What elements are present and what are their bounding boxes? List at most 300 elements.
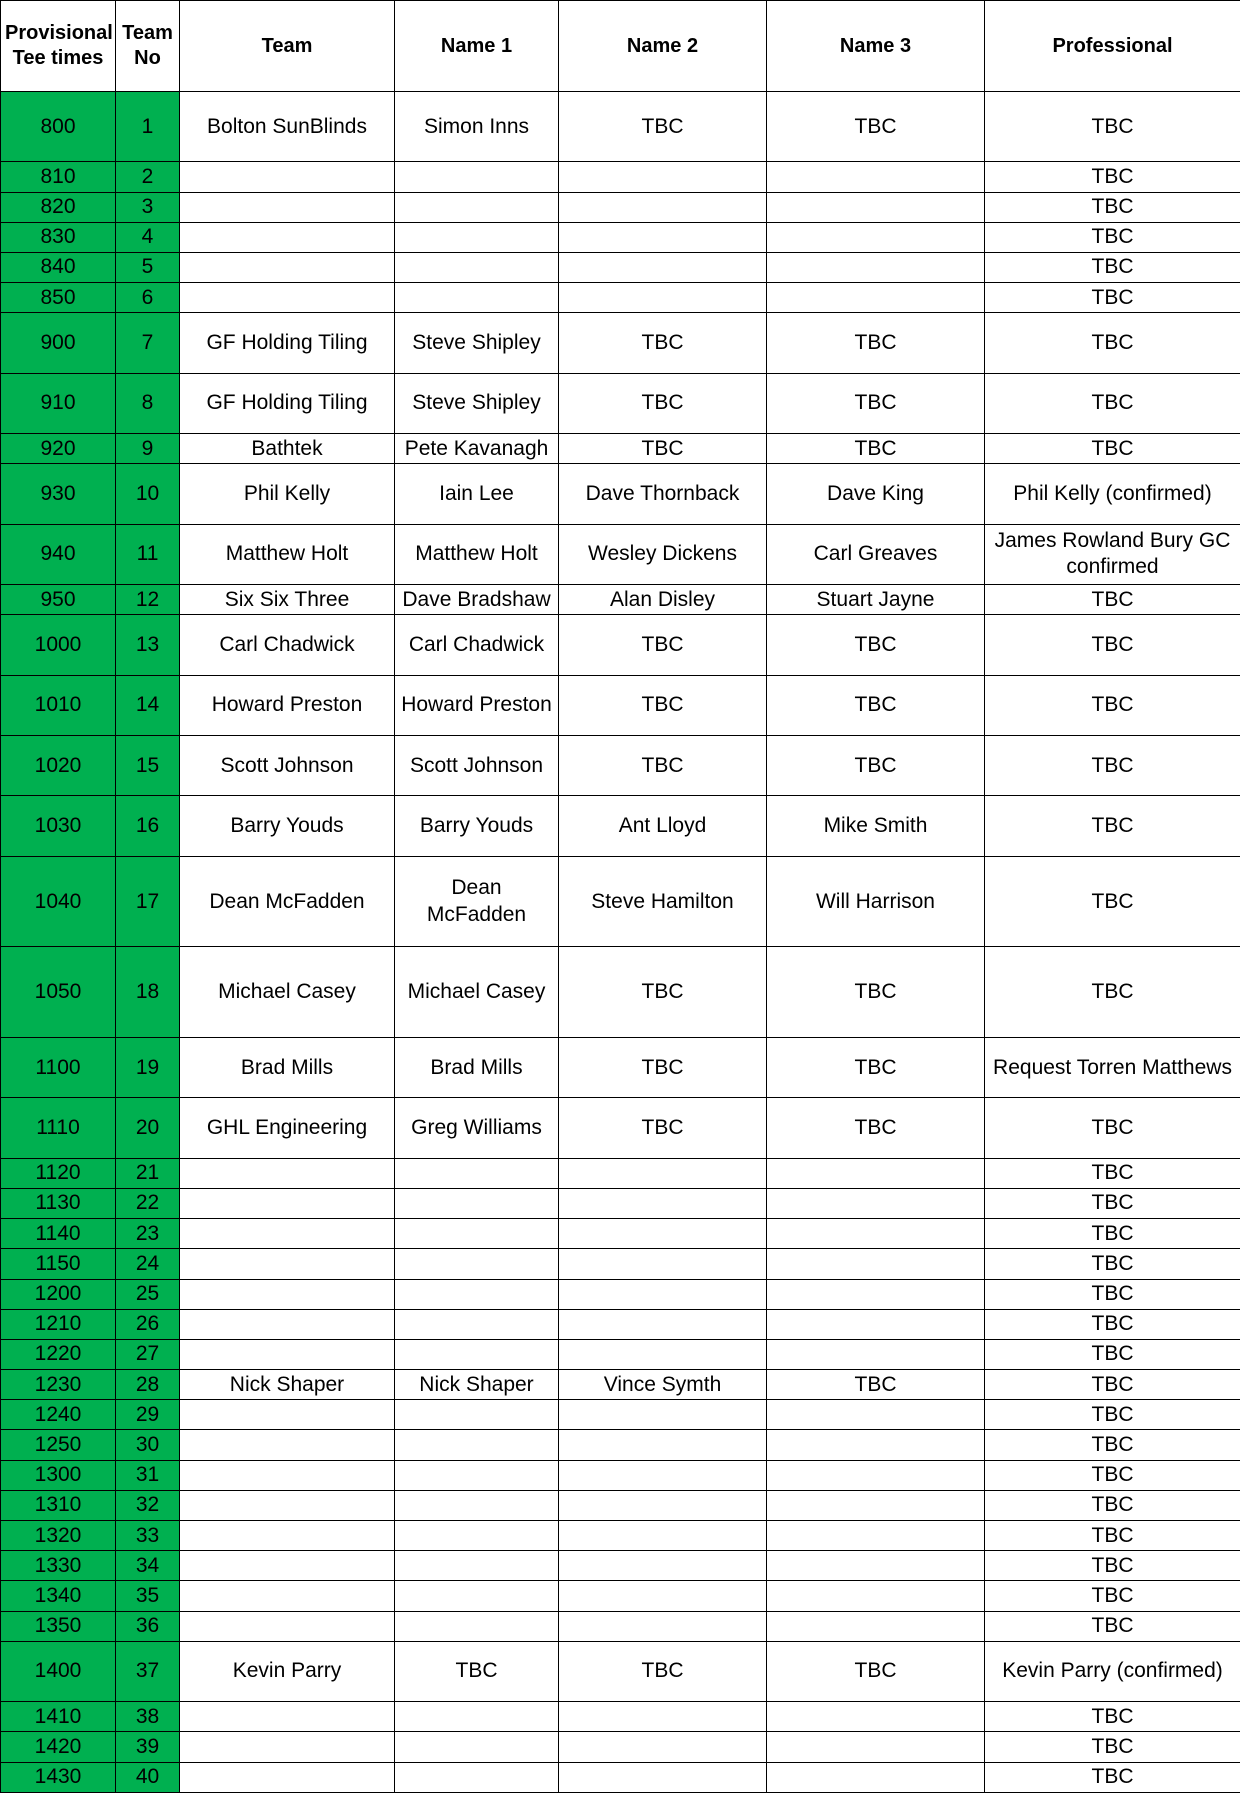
table-row <box>1 1038 1240 1098</box>
name-3-cell: Mike Smith <box>767 796 985 856</box>
professional-cell: TBC <box>985 252 1240 282</box>
professional-cell: TBC <box>985 1702 1240 1732</box>
team-cell: Scott Johnson <box>180 736 395 796</box>
name-1-cell: Michael Casey <box>395 947 559 1038</box>
table-row <box>1 796 1240 856</box>
tee-time-cell: 1220 <box>1 1339 116 1369</box>
team-no-cell: 10 <box>116 464 180 524</box>
table-row <box>1 192 1240 222</box>
team-cell: Brad Mills <box>180 1038 395 1098</box>
professional-cell: TBC <box>985 675 1240 735</box>
team-cell <box>180 1249 395 1279</box>
name-2-cell <box>559 1611 767 1641</box>
team-no-cell: 38 <box>116 1702 180 1732</box>
name-1-cell <box>395 1490 559 1520</box>
name-3-cell <box>767 1521 985 1551</box>
table-row <box>1 1219 1240 1249</box>
name-2-cell <box>559 1702 767 1732</box>
team-cell: GHL Engineering <box>180 1098 395 1158</box>
name-3-cell <box>767 1732 985 1762</box>
name-3-cell <box>767 1460 985 1490</box>
name-2-cell <box>559 1732 767 1762</box>
name-1-cell: Simon Inns <box>395 92 559 162</box>
name-3-cell <box>767 162 985 192</box>
header-name-1: Name 1 <box>395 1 559 92</box>
professional-cell: James Rowland Bury GC confirmed <box>985 524 1240 584</box>
table-row <box>1 222 1240 252</box>
tee-time-cell: 1050 <box>1 947 116 1038</box>
tee-time-cell: 1110 <box>1 1098 116 1158</box>
tee-time-cell: 1240 <box>1 1400 116 1430</box>
name-1-cell <box>395 162 559 192</box>
name-3-cell <box>767 1339 985 1369</box>
team-cell <box>180 1521 395 1551</box>
name-2-cell <box>559 1430 767 1460</box>
name-3-cell <box>767 1762 985 1792</box>
professional-cell: TBC <box>985 192 1240 222</box>
team-no-cell: 17 <box>116 856 180 947</box>
header-tee-times: Provisional Tee times <box>1 1 116 92</box>
professional-cell: TBC <box>985 1521 1240 1551</box>
team-no-cell: 34 <box>116 1551 180 1581</box>
name-1-cell <box>395 192 559 222</box>
table-row <box>1 1188 1240 1218</box>
name-3-cell: TBC <box>767 1641 985 1701</box>
team-cell <box>180 1430 395 1460</box>
tee-time-cell: 1100 <box>1 1038 116 1098</box>
tee-time-cell: 950 <box>1 585 116 615</box>
tee-time-cell: 1210 <box>1 1309 116 1339</box>
team-no-cell: 39 <box>116 1732 180 1762</box>
name-3-cell <box>767 1400 985 1430</box>
tee-time-cell: 1010 <box>1 675 116 735</box>
table-row <box>1 1490 1240 1520</box>
table-row <box>1 1249 1240 1279</box>
name-3-cell <box>767 1581 985 1611</box>
professional-cell: TBC <box>985 1249 1240 1279</box>
team-cell: GF Holding Tiling <box>180 313 395 373</box>
table-row <box>1 1641 1240 1701</box>
professional-cell: TBC <box>985 1732 1240 1762</box>
table-row <box>1 524 1240 584</box>
tee-time-cell: 800 <box>1 92 116 162</box>
professional-cell: TBC <box>985 1370 1240 1400</box>
name-3-cell: TBC <box>767 373 985 433</box>
name-1-cell <box>395 1309 559 1339</box>
name-2-cell <box>559 1188 767 1218</box>
team-no-cell: 15 <box>116 736 180 796</box>
professional-cell: TBC <box>985 373 1240 433</box>
name-2-cell <box>559 222 767 252</box>
team-cell <box>180 1581 395 1611</box>
table-row <box>1 1430 1240 1460</box>
team-no-cell: 4 <box>116 222 180 252</box>
team-no-cell: 24 <box>116 1249 180 1279</box>
name-2-cell <box>559 1581 767 1611</box>
tee-time-cell: 900 <box>1 313 116 373</box>
professional-cell: TBC <box>985 222 1240 252</box>
name-3-cell: Will Harrison <box>767 856 985 947</box>
tee-time-cell: 1350 <box>1 1611 116 1641</box>
team-no-cell: 36 <box>116 1611 180 1641</box>
tee-time-cell: 920 <box>1 434 116 464</box>
team-no-cell: 30 <box>116 1430 180 1460</box>
team-cell: Bathtek <box>180 434 395 464</box>
tee-time-cell: 1410 <box>1 1702 116 1732</box>
name-1-cell: Matthew Holt <box>395 524 559 584</box>
team-no-cell: 35 <box>116 1581 180 1611</box>
team-cell <box>180 192 395 222</box>
team-no-cell: 1 <box>116 92 180 162</box>
professional-cell: TBC <box>985 1158 1240 1188</box>
team-no-cell: 6 <box>116 283 180 313</box>
name-2-cell: TBC <box>559 434 767 464</box>
table-row <box>1 1460 1240 1490</box>
tee-time-cell: 850 <box>1 283 116 313</box>
table-row <box>1 373 1240 433</box>
team-no-cell: 5 <box>116 252 180 282</box>
name-1-cell <box>395 1158 559 1188</box>
name-1-cell <box>395 222 559 252</box>
tee-time-cell: 1230 <box>1 1370 116 1400</box>
name-1-cell: TBC <box>395 1641 559 1701</box>
table-row <box>1 736 1240 796</box>
name-2-cell <box>559 192 767 222</box>
name-1-cell: Steve Shipley <box>395 313 559 373</box>
name-3-cell <box>767 1309 985 1339</box>
team-no-cell: 20 <box>116 1098 180 1158</box>
header-professional: Professional <box>985 1 1240 92</box>
team-cell <box>180 1158 395 1188</box>
professional-cell: TBC <box>985 1279 1240 1309</box>
team-no-cell: 22 <box>116 1188 180 1218</box>
team-no-cell: 2 <box>116 162 180 192</box>
table-row <box>1 1521 1240 1551</box>
name-1-cell: Dean McFadden <box>395 856 559 947</box>
team-cell: Matthew Holt <box>180 524 395 584</box>
name-3-cell <box>767 1158 985 1188</box>
name-3-cell: TBC <box>767 1370 985 1400</box>
professional-cell: TBC <box>985 1762 1240 1792</box>
tee-time-cell: 1040 <box>1 856 116 947</box>
name-3-cell: TBC <box>767 615 985 675</box>
table-row <box>1 252 1240 282</box>
tee-time-cell: 820 <box>1 192 116 222</box>
name-2-cell: Ant Lloyd <box>559 796 767 856</box>
name-2-cell: TBC <box>559 615 767 675</box>
name-3-cell: TBC <box>767 92 985 162</box>
team-cell <box>180 1219 395 1249</box>
team-no-cell: 14 <box>116 675 180 735</box>
professional-cell: TBC <box>985 585 1240 615</box>
professional-cell: TBC <box>985 1430 1240 1460</box>
professional-cell: TBC <box>985 1188 1240 1218</box>
name-3-cell <box>767 1249 985 1279</box>
team-no-cell: 11 <box>116 524 180 584</box>
professional-cell: TBC <box>985 615 1240 675</box>
name-3-cell: TBC <box>767 1098 985 1158</box>
team-cell: Nick Shaper <box>180 1370 395 1400</box>
name-2-cell: Dave Thornback <box>559 464 767 524</box>
table-row <box>1 434 1240 464</box>
team-cell <box>180 222 395 252</box>
team-no-cell: 27 <box>116 1339 180 1369</box>
team-cell: GF Holding Tiling <box>180 373 395 433</box>
name-3-cell <box>767 1430 985 1460</box>
team-no-cell: 25 <box>116 1279 180 1309</box>
team-cell <box>180 162 395 192</box>
name-2-cell: TBC <box>559 947 767 1038</box>
name-1-cell <box>395 1400 559 1430</box>
tee-time-cell: 1120 <box>1 1158 116 1188</box>
name-2-cell: TBC <box>559 675 767 735</box>
header-name-2: Name 2 <box>559 1 767 92</box>
name-1-cell <box>395 1219 559 1249</box>
name-3-cell <box>767 252 985 282</box>
name-2-cell: Alan Disley <box>559 585 767 615</box>
team-cell <box>180 1490 395 1520</box>
team-no-cell: 12 <box>116 585 180 615</box>
team-cell <box>180 1188 395 1218</box>
team-no-cell: 13 <box>116 615 180 675</box>
tee-time-cell: 1140 <box>1 1219 116 1249</box>
professional-cell: TBC <box>985 1551 1240 1581</box>
name-2-cell: TBC <box>559 736 767 796</box>
team-cell <box>180 1762 395 1792</box>
team-cell: Michael Casey <box>180 947 395 1038</box>
team-no-cell: 16 <box>116 796 180 856</box>
professional-cell: TBC <box>985 1098 1240 1158</box>
professional-cell: TBC <box>985 856 1240 947</box>
tee-time-cell: 1330 <box>1 1551 116 1581</box>
table-row <box>1 1581 1240 1611</box>
name-1-cell <box>395 252 559 282</box>
table-row <box>1 947 1240 1038</box>
name-1-cell: Dave Bradshaw <box>395 585 559 615</box>
name-3-cell: Stuart Jayne <box>767 585 985 615</box>
professional-cell: TBC <box>985 1339 1240 1369</box>
table-row <box>1 1762 1240 1792</box>
name-3-cell: TBC <box>767 736 985 796</box>
name-2-cell <box>559 1490 767 1520</box>
table-row <box>1 1551 1240 1581</box>
name-2-cell <box>559 1521 767 1551</box>
team-cell: Kevin Parry <box>180 1641 395 1701</box>
table-row <box>1 1339 1240 1369</box>
professional-cell: TBC <box>985 283 1240 313</box>
name-1-cell <box>395 1279 559 1309</box>
tee-time-cell: 840 <box>1 252 116 282</box>
name-2-cell: Wesley Dickens <box>559 524 767 584</box>
team-no-cell: 7 <box>116 313 180 373</box>
name-1-cell <box>395 1551 559 1581</box>
name-1-cell: Scott Johnson <box>395 736 559 796</box>
name-1-cell: Pete Kavanagh <box>395 434 559 464</box>
name-3-cell <box>767 1219 985 1249</box>
name-1-cell <box>395 1521 559 1551</box>
team-cell: Bolton SunBlinds <box>180 92 395 162</box>
team-no-cell: 26 <box>116 1309 180 1339</box>
name-1-cell <box>395 1762 559 1792</box>
tee-time-cell: 910 <box>1 373 116 433</box>
professional-cell: TBC <box>985 162 1240 192</box>
team-cell: Phil Kelly <box>180 464 395 524</box>
name-1-cell <box>395 1702 559 1732</box>
team-cell <box>180 252 395 282</box>
tee-time-cell: 810 <box>1 162 116 192</box>
table-row <box>1 1370 1240 1400</box>
name-2-cell <box>559 162 767 192</box>
name-2-cell <box>559 1339 767 1369</box>
name-2-cell <box>559 283 767 313</box>
team-no-cell: 33 <box>116 1521 180 1551</box>
professional-cell: TBC <box>985 1219 1240 1249</box>
team-cell: Howard Preston <box>180 675 395 735</box>
table-row <box>1 92 1240 162</box>
name-2-cell: TBC <box>559 1641 767 1701</box>
name-2-cell: Vince Symth <box>559 1370 767 1400</box>
professional-cell: TBC <box>985 92 1240 162</box>
professional-cell: TBC <box>985 434 1240 464</box>
professional-cell: TBC <box>985 1400 1240 1430</box>
name-3-cell <box>767 1611 985 1641</box>
team-no-cell: 9 <box>116 434 180 464</box>
name-2-cell: TBC <box>559 373 767 433</box>
name-2-cell <box>559 1762 767 1792</box>
name-3-cell: TBC <box>767 675 985 735</box>
professional-cell: TBC <box>985 1581 1240 1611</box>
table-row <box>1 1279 1240 1309</box>
team-no-cell: 31 <box>116 1460 180 1490</box>
table-row <box>1 1732 1240 1762</box>
name-3-cell: Carl Greaves <box>767 524 985 584</box>
table-row <box>1 1400 1240 1430</box>
team-no-cell: 18 <box>116 947 180 1038</box>
name-3-cell: TBC <box>767 434 985 464</box>
name-3-cell <box>767 1490 985 1520</box>
name-1-cell: Iain Lee <box>395 464 559 524</box>
tee-time-cell: 1320 <box>1 1521 116 1551</box>
table-row <box>1 283 1240 313</box>
tee-time-cell: 1020 <box>1 736 116 796</box>
tee-time-cell: 1250 <box>1 1430 116 1460</box>
team-no-cell: 40 <box>116 1762 180 1792</box>
professional-cell: TBC <box>985 1611 1240 1641</box>
name-2-cell <box>559 1551 767 1581</box>
name-1-cell <box>395 1249 559 1279</box>
name-1-cell: Carl Chadwick <box>395 615 559 675</box>
table-row <box>1 585 1240 615</box>
team-cell <box>180 1611 395 1641</box>
team-cell <box>180 1551 395 1581</box>
name-2-cell <box>559 1219 767 1249</box>
name-1-cell <box>395 283 559 313</box>
tee-time-cell: 1420 <box>1 1732 116 1762</box>
team-no-cell: 32 <box>116 1490 180 1520</box>
tee-time-cell: 1400 <box>1 1641 116 1701</box>
team-no-cell: 8 <box>116 373 180 433</box>
table-row <box>1 615 1240 675</box>
name-3-cell: Dave King <box>767 464 985 524</box>
name-2-cell: Steve Hamilton <box>559 856 767 947</box>
professional-cell: TBC <box>985 313 1240 373</box>
name-1-cell: Brad Mills <box>395 1038 559 1098</box>
name-3-cell <box>767 1702 985 1732</box>
tee-time-cell: 1310 <box>1 1490 116 1520</box>
team-no-cell: 23 <box>116 1219 180 1249</box>
name-2-cell <box>559 1158 767 1188</box>
header-name-3: Name 3 <box>767 1 985 92</box>
tee-time-cell: 1030 <box>1 796 116 856</box>
name-3-cell: TBC <box>767 1038 985 1098</box>
name-1-cell: Howard Preston <box>395 675 559 735</box>
name-2-cell <box>559 252 767 282</box>
name-1-cell <box>395 1430 559 1460</box>
name-2-cell <box>559 1309 767 1339</box>
table-row <box>1 313 1240 373</box>
team-no-cell: 28 <box>116 1370 180 1400</box>
tee-time-cell: 1430 <box>1 1762 116 1792</box>
name-3-cell <box>767 222 985 252</box>
team-cell <box>180 1339 395 1369</box>
table-row <box>1 1309 1240 1339</box>
name-2-cell: TBC <box>559 313 767 373</box>
team-cell: Dean McFadden <box>180 856 395 947</box>
tee-time-cell: 830 <box>1 222 116 252</box>
tee-time-cell: 930 <box>1 464 116 524</box>
tee-time-cell: 1150 <box>1 1249 116 1279</box>
table-row <box>1 162 1240 192</box>
team-cell <box>180 1460 395 1490</box>
professional-cell: Phil Kelly (confirmed) <box>985 464 1240 524</box>
table-row <box>1 856 1240 947</box>
table-row <box>1 1098 1240 1158</box>
table-row <box>1 1158 1240 1188</box>
tee-time-cell: 1340 <box>1 1581 116 1611</box>
tee-time-cell: 1200 <box>1 1279 116 1309</box>
tee-time-cell: 1300 <box>1 1460 116 1490</box>
team-cell <box>180 1702 395 1732</box>
tee-time-cell: 940 <box>1 524 116 584</box>
team-cell: Carl Chadwick <box>180 615 395 675</box>
name-1-cell: Barry Youds <box>395 796 559 856</box>
professional-cell: Request Torren Matthews <box>985 1038 1240 1098</box>
team-no-cell: 21 <box>116 1158 180 1188</box>
name-1-cell <box>395 1581 559 1611</box>
name-2-cell: TBC <box>559 1098 767 1158</box>
professional-cell: TBC <box>985 1309 1240 1339</box>
name-3-cell <box>767 1279 985 1309</box>
name-1-cell: Steve Shipley <box>395 373 559 433</box>
name-2-cell <box>559 1249 767 1279</box>
team-no-cell: 37 <box>116 1641 180 1701</box>
tee-time-cell: 1000 <box>1 615 116 675</box>
professional-cell: TBC <box>985 796 1240 856</box>
name-2-cell: TBC <box>559 1038 767 1098</box>
table-row <box>1 1702 1240 1732</box>
name-3-cell <box>767 1551 985 1581</box>
name-1-cell: Greg Williams <box>395 1098 559 1158</box>
header-team-no: Team No <box>116 1 180 92</box>
name-3-cell <box>767 192 985 222</box>
name-1-cell <box>395 1339 559 1369</box>
name-1-cell <box>395 1188 559 1218</box>
team-cell <box>180 1309 395 1339</box>
team-cell: Barry Youds <box>180 796 395 856</box>
table-row <box>1 675 1240 735</box>
name-2-cell <box>559 1460 767 1490</box>
name-3-cell <box>767 283 985 313</box>
